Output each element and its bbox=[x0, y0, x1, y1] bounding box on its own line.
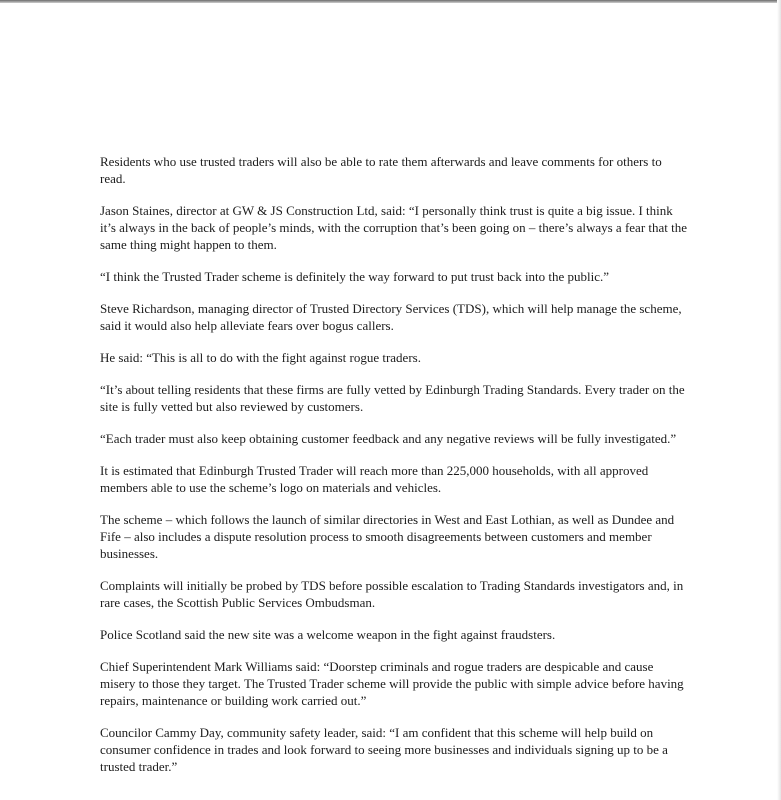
paragraph: Complaints will initially be probed by TDS before possible escalation to Trading Standards investigators and, in rare cases, the Scottish Public Services Ombudsman. bbox=[100, 578, 684, 610]
paragraph: “Each trader must also keep obtaining customer feedback and any negative reviews will be fully investigated.” bbox=[100, 431, 677, 446]
document-body bbox=[100, 153, 690, 790]
paragraph: Police Scotland said the new site was a welcome weapon in the fight against fraudsters. bbox=[100, 627, 556, 642]
paragraph: “I think the Trusted Trader scheme is definitely the way forward to put trust back into the public.” bbox=[100, 269, 610, 284]
paragraph: Residents who use trusted traders will also be able to rate them afterwards and leave comments for others to read. bbox=[100, 154, 662, 186]
scan-right-edge bbox=[777, 0, 781, 800]
paragraph: It is estimated that Edinburgh Trusted Trader will reach more than 225,000 households, with all approved members able to use the scheme’s logo on materials and vehicles. bbox=[100, 463, 649, 495]
paragraph: Councilor Cammy Day, community safety leader, said: “I am confident that this scheme will help build on consumer confidence in trades and look forward to seeing more businesses and individuals signing up to be a trusted trader.” bbox=[100, 725, 668, 774]
paragraph: He said: “This is all to do with the fight against rogue traders. bbox=[100, 350, 421, 365]
paragraph: Chief Superintendent Mark Williams said: “Doorstep criminals and rogue traders are despicable and cause misery to those they target. The Trusted Trader scheme will provide the public with simple advice before having repairs, maintenance or building work carried out.” bbox=[100, 659, 684, 708]
paragraph: Jason Staines, director at GW & JS Construction Ltd, said: “I personally think trust is quite a big issue. I think it’s always in the back of people’s minds, with the corruption that’s been going on – there’s always a fear that the same thing might happen to them. bbox=[100, 203, 688, 252]
paragraph: “It’s about telling residents that these firms are fully vetted by Edinburgh Trading Standards. Every trader on the site is fully vetted but also reviewed by customers. bbox=[100, 382, 685, 414]
paragraph: The scheme – which follows the launch of similar directories in West and East Lothian, as well as Dundee and Fife – also includes a dispute resolution process to smooth disagreements between customers and member businesses. bbox=[100, 512, 675, 561]
paragraph: Steve Richardson, managing director of Trusted Directory Services (TDS), which will help manage the scheme, said it would also help alleviate fears over bogus callers. bbox=[100, 301, 682, 333]
scan-top-edge bbox=[0, 0, 781, 3]
